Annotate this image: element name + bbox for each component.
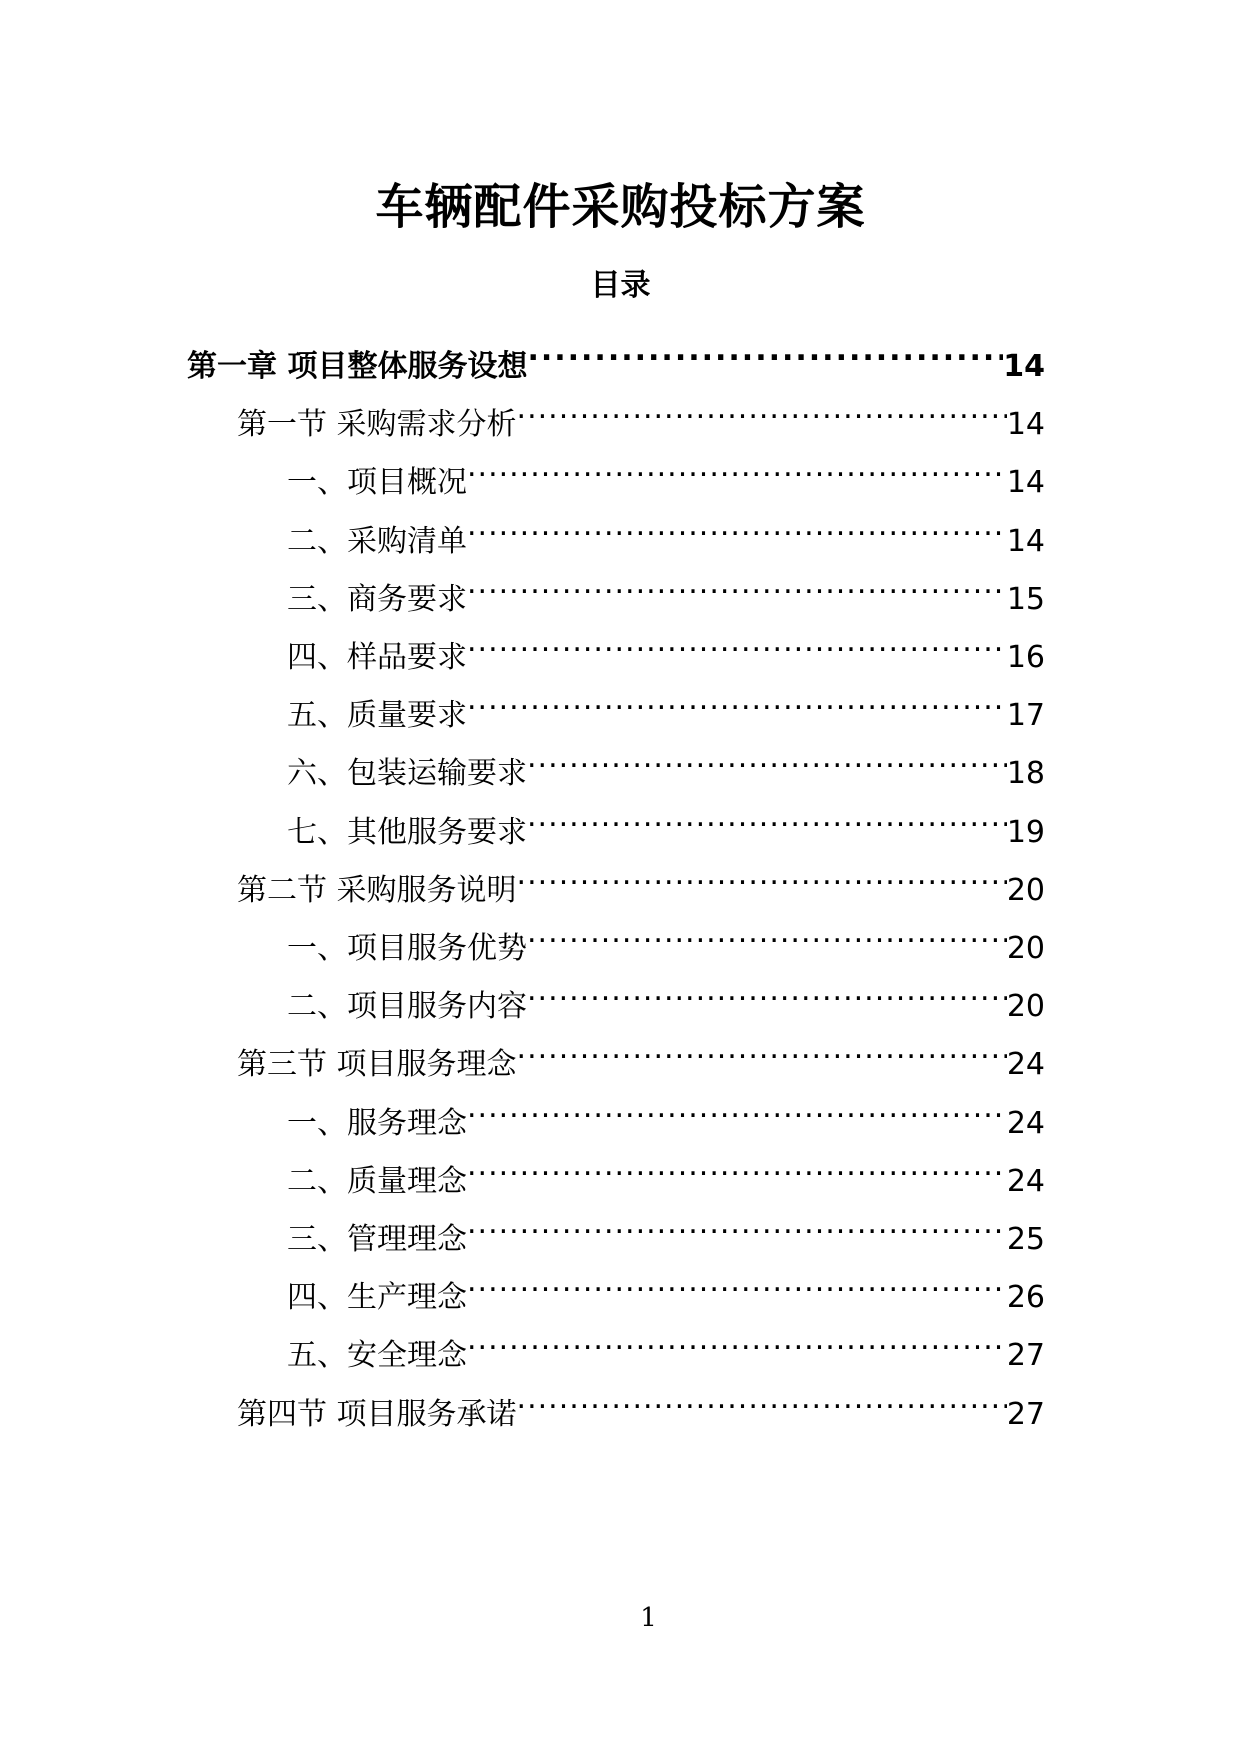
- toc-entry-label: 第一节 采购需求分析: [237, 407, 517, 443]
- toc-entry[interactable]: [287, 1257, 1045, 1316]
- toc-entry[interactable]: [287, 617, 1045, 675]
- toc-entry-label: 第一章 项目整体服务设想: [187, 349, 528, 384]
- toc-entry-label: 七、其他服务要求: [287, 814, 527, 850]
- toc-entry[interactable]: [287, 1315, 1045, 1374]
- toc-entry-label: 五、安全理念: [287, 1338, 467, 1374]
- toc-entry-label: 六、包装运输要求: [287, 756, 527, 792]
- toc-dot-leader: [467, 1257, 1007, 1307]
- toc-entry[interactable]: [287, 966, 1045, 1025]
- toc-entry-label: 二、质量理念: [287, 1163, 467, 1199]
- toc-dot-leader: [467, 617, 1007, 667]
- toc-entry-page: 17: [1006, 698, 1045, 734]
- toc-entry[interactable]: [287, 1199, 1045, 1257]
- toc-dot-leader: [467, 1199, 1007, 1249]
- document-title: 车辆配件采购投标方案: [375, 179, 866, 235]
- toc-entry[interactable]: [237, 1024, 1045, 1083]
- toc-entry-label: 第四节 项目服务承诺: [237, 1396, 517, 1432]
- toc-entry-page: 20: [1006, 872, 1045, 908]
- toc-entry-label: 五、质量要求: [287, 698, 467, 734]
- toc-entry-label: 四、生产理念: [287, 1280, 467, 1316]
- toc-entry[interactable]: [287, 675, 1045, 734]
- toc-entry-page: 20: [1006, 989, 1045, 1025]
- toc-entry-label: 二、采购清单: [287, 523, 467, 559]
- toc-entry[interactable]: [237, 1374, 1045, 1432]
- toc-dot-leader: [517, 384, 1007, 434]
- toc-entry-page: 18: [1006, 756, 1045, 792]
- toc-dot-leader: [517, 1374, 1007, 1424]
- toc-dot-leader: [467, 1083, 1007, 1133]
- toc-dot-leader: [527, 966, 1007, 1016]
- toc-entry[interactable]: [287, 1083, 1045, 1141]
- toc-entry-page: 20: [1006, 931, 1045, 966]
- toc-entry-page: 24: [1006, 1163, 1045, 1199]
- toc-entry[interactable]: [237, 384, 1045, 443]
- toc-entry[interactable]: [287, 501, 1045, 559]
- toc-entry-page: 24: [1006, 1047, 1045, 1083]
- toc-dot-leader: [527, 733, 1007, 783]
- toc-entry-label: 第三节 项目服务理念: [237, 1047, 517, 1083]
- toc-entry-label: 四、样品要求: [287, 640, 467, 675]
- toc-dot-leader: [467, 1315, 1007, 1365]
- toc-entry-page: 24: [1006, 1105, 1045, 1141]
- toc-entry[interactable]: [187, 326, 1045, 384]
- toc-entry[interactable]: [287, 559, 1045, 617]
- toc-entry-page: 26: [1006, 1280, 1045, 1316]
- toc-entry-label: 一、服务理念: [287, 1105, 467, 1141]
- toc-entry-page: 25: [1006, 1222, 1045, 1257]
- toc-entry-page: 16: [1006, 640, 1045, 675]
- toc-entry-label: 第二节 采购服务说明: [237, 872, 517, 908]
- toc-dot-leader: [527, 792, 1007, 842]
- toc-entry-page: 14: [1006, 523, 1045, 559]
- toc-entry-page: 14: [1003, 349, 1045, 384]
- toc-dot-leader: [467, 442, 1007, 492]
- toc-entry-label: 一、项目服务优势: [287, 931, 527, 966]
- toc-entry[interactable]: [287, 442, 1045, 501]
- toc-entry-page: 15: [1006, 581, 1045, 617]
- toc-entry[interactable]: [237, 850, 1045, 908]
- toc-dot-leader: [467, 559, 1007, 609]
- toc-dot-leader: [467, 675, 1007, 725]
- toc-entry-page: 14: [1006, 465, 1045, 501]
- toc-entry-label: 一、项目概况: [287, 465, 467, 501]
- toc-entry-label: 三、商务要求: [287, 581, 467, 617]
- toc-dot-leader: [467, 1141, 1007, 1191]
- toc-dot-leader: [527, 326, 1003, 376]
- toc-heading: 目录: [590, 268, 651, 303]
- toc-entry-page: 19: [1006, 814, 1045, 850]
- toc-entry[interactable]: [287, 733, 1045, 792]
- page-number: 1: [640, 1603, 657, 1633]
- toc-dot-leader: [467, 501, 1007, 551]
- toc-entry[interactable]: [287, 1141, 1045, 1199]
- toc-entry-page: 27: [1006, 1396, 1045, 1432]
- toc-entry-page: 27: [1006, 1338, 1045, 1374]
- toc-entry-page: 14: [1006, 407, 1045, 443]
- toc-dot-leader: [517, 850, 1007, 900]
- toc-entry[interactable]: [287, 908, 1045, 966]
- toc-entry-label: 二、项目服务内容: [287, 989, 527, 1025]
- toc-dot-leader: [527, 908, 1007, 958]
- toc-entry[interactable]: [287, 792, 1045, 850]
- toc-dot-leader: [517, 1024, 1007, 1074]
- toc-entry-label: 三、管理理念: [287, 1222, 467, 1257]
